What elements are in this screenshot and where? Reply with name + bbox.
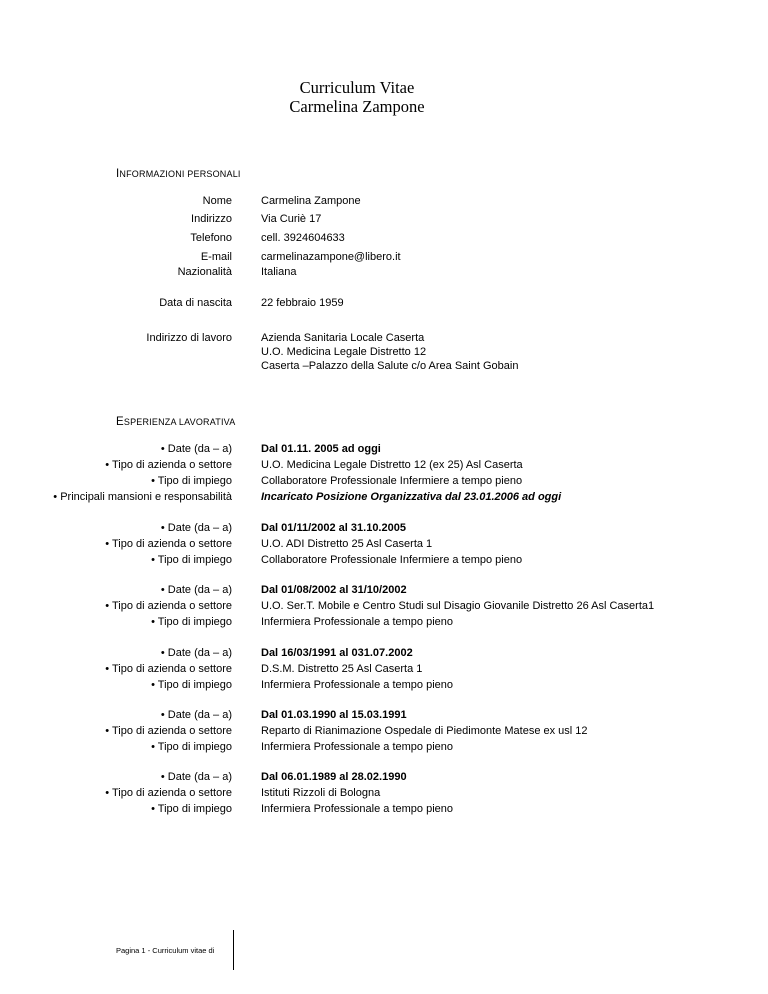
label-nome: Nome — [202, 195, 232, 207]
entry-1-azienda: U.O. Medicina Legale Distretto 12 (ex 25) Asl Caserta — [261, 459, 523, 471]
label-azienda: • Tipo di azienda o settore — [105, 600, 232, 612]
label-impiego: • Tipo di impiego — [151, 554, 232, 566]
label-mansioni: • Principali mansioni e responsabilità — [53, 491, 232, 503]
label-impiego: • Tipo di impiego — [151, 803, 232, 815]
label-date: • Date (da – a) — [160, 647, 232, 659]
value-indirizzo-lavoro-line3: Caserta –Palazzo della Salute c/o Area Saint Gobain — [261, 360, 519, 372]
entry-2-azienda: U.O. ADI Distretto 25 Asl Caserta 1 — [261, 538, 433, 550]
label-indirizzo: Indirizzo — [191, 213, 232, 225]
label-date: • Date (da – a) — [160, 443, 232, 455]
entry-6-date: Dal 06.01.1989 al 28.02.1990 — [261, 771, 407, 783]
label-email: E-mail — [200, 251, 232, 263]
label-date: • Date (da – a) — [160, 522, 232, 534]
value-nome: Carmelina Zampone — [261, 195, 361, 207]
entry-6-azienda: Istituti Rizzoli di Bologna — [261, 787, 381, 799]
value-email: carmelinazampone@libero.it — [261, 251, 401, 263]
entry-3-azienda: U.O. Ser.T. Mobile e Centro Studi sul Disagio Giovanile Distretto 26 Asl Caserta1 — [261, 600, 655, 612]
label-azienda: • Tipo di azienda o settore — [105, 538, 232, 550]
cv-name: Carmelina Zampone — [289, 97, 425, 116]
section-experience-heading: ESPERIENZA LAVORATIVA — [116, 416, 236, 428]
label-nazionalita: Nazionalità — [177, 266, 232, 278]
footer-divider — [233, 930, 234, 970]
label-date: • Date (da – a) — [160, 771, 232, 783]
value-telefono: cell. 3924604633 — [261, 232, 345, 244]
cv-title: Curriculum Vitae — [299, 78, 415, 97]
entry-1-date: Dal 01.11. 2005 ad oggi — [261, 443, 381, 455]
label-azienda: • Tipo di azienda o settore — [105, 459, 232, 471]
label-impiego: • Tipo di impiego — [151, 475, 232, 487]
value-indirizzo: Via Curiè 17 — [261, 213, 322, 225]
entry-2-impiego: Collaboratore Professionale Infermiere a tempo pieno — [261, 554, 523, 566]
entry-6-impiego: Infermiera Professionale a tempo pieno — [261, 803, 453, 815]
entry-1-impiego: Collaboratore Professionale Infermiere a tempo pieno — [261, 475, 523, 487]
label-azienda: • Tipo di azienda o settore — [105, 663, 232, 675]
entry-5-azienda: Reparto di Rianimazione Ospedale di Piedimonte Matese ex usl 12 — [261, 725, 588, 737]
label-azienda: • Tipo di azienda o settore — [105, 725, 232, 737]
entry-4-azienda: D.S.M. Distretto 25 Asl Caserta 1 — [261, 663, 423, 675]
label-data-nascita: Data di nascita — [159, 297, 232, 309]
label-telefono: Telefono — [190, 232, 232, 244]
entry-4-date: Dal 16/03/1991 al 031.07.2002 — [261, 647, 413, 659]
entry-2-date: Dal 01/11/2002 al 31.10.2005 — [261, 522, 406, 534]
section-personal-heading: INFORMAZIONI PERSONALI — [116, 168, 241, 180]
value-data-nascita: 22 febbraio 1959 — [261, 297, 344, 309]
entry-1-mansioni: Incaricato Posizione Organizzativa dal 23.01.2006 ad oggi — [261, 491, 562, 503]
entry-4-impiego: Infermiera Professionale a tempo pieno — [261, 679, 453, 691]
entry-3-date: Dal 01/08/2002 al 31/10/2002 — [261, 584, 407, 596]
value-indirizzo-lavoro-line2: U.O. Medicina Legale Distretto 12 — [261, 346, 427, 358]
label-azienda: • Tipo di azienda o settore — [105, 787, 232, 799]
entry-3-impiego: Infermiera Professionale a tempo pieno — [261, 616, 453, 628]
label-impiego: • Tipo di impiego — [151, 616, 232, 628]
label-date: • Date (da – a) — [160, 709, 232, 721]
label-date: • Date (da – a) — [160, 584, 232, 596]
value-nazionalita: Italiana — [261, 266, 297, 278]
entry-5-date: Dal 01.03.1990 al 15.03.1991 — [261, 709, 407, 721]
page-footer: Pagina 1 - Curriculum vitae di — [116, 946, 215, 955]
entry-5-impiego: Infermiera Professionale a tempo pieno — [261, 741, 453, 753]
label-indirizzo-lavoro: Indirizzo di lavoro — [146, 332, 232, 344]
label-impiego: • Tipo di impiego — [151, 741, 232, 753]
label-impiego: • Tipo di impiego — [151, 679, 232, 691]
value-indirizzo-lavoro-line1: Azienda Sanitaria Locale Caserta — [261, 332, 425, 344]
